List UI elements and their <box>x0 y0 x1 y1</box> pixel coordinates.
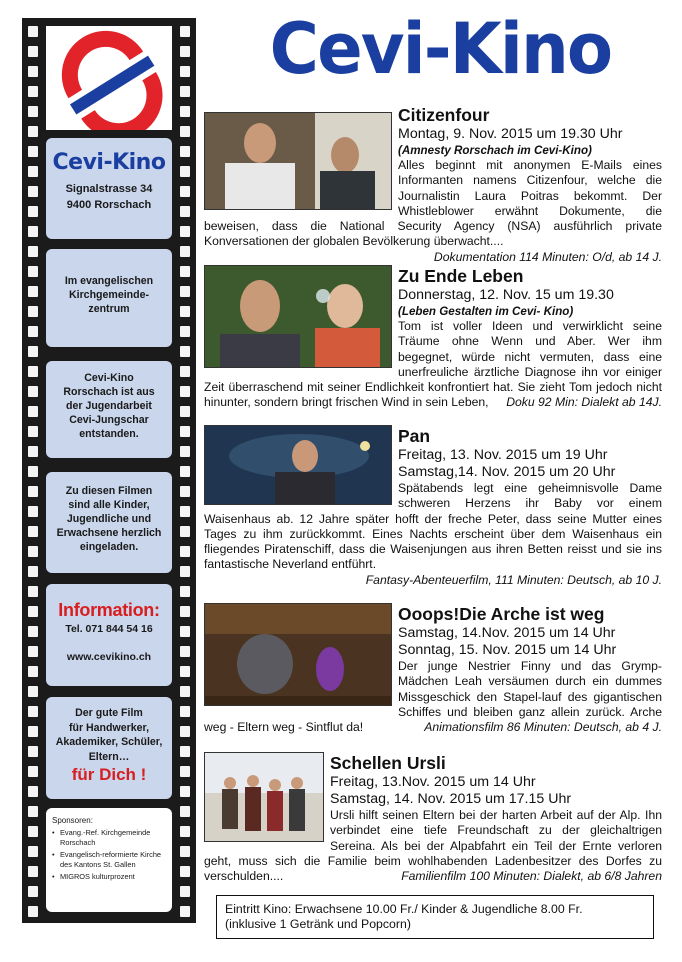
movie-info: Doku 92 Min: Dialekt ab 14J. <box>506 395 662 410</box>
sprocket-hole <box>180 26 190 37</box>
info-frame <box>46 584 172 686</box>
sprocket-holes-left <box>28 18 38 923</box>
sprocket-hole <box>28 186 38 197</box>
about-line: Rorschach ist aus <box>63 386 155 398</box>
slogan-emphasis: für Dich ! <box>71 765 147 784</box>
sprocket-hole <box>180 46 190 57</box>
sprocket-hole <box>180 426 190 437</box>
movie-entry-citizenfour <box>204 104 662 265</box>
ticket-price-box <box>216 895 654 939</box>
sprocket-hole <box>180 566 190 577</box>
invite-frame <box>46 472 172 573</box>
sprocket-hole <box>28 886 38 897</box>
sprocket-hole <box>28 206 38 217</box>
about-line: Cevi-Kino <box>84 372 134 384</box>
movie-info: Familienfilm 100 Minuten: Dialekt, ab 6/8 Jahren <box>401 869 662 884</box>
slogan-line: für Handwerker, <box>68 721 150 734</box>
ticket-note-line: (inklusive 1 Getränk und Popcorn) <box>225 917 411 931</box>
movie-poster-image <box>204 752 324 842</box>
movie-description-text: Der junge Nestrier Finny und das Grymp-Mädchen Leah versäumen durch ein dummes Missgeschick den Stapel-lauf des gigantischen Schiffes und bleiben ganz allein zurück. Arche weg - Eltern weg - Sintflut da! <box>204 659 662 735</box>
sprocket-hole <box>28 66 38 77</box>
sprocket-hole <box>180 726 190 737</box>
about-line: der Jugendarbeit <box>66 400 152 412</box>
movie-date: Donnerstag, 12. Nov. 15 um 19.30 <box>398 287 614 303</box>
slogan-line: Der gute Film <box>75 707 143 719</box>
poster-illustration <box>205 266 392 368</box>
movie-entry-pan <box>204 425 662 588</box>
sponsors-frame <box>46 808 172 912</box>
poster-illustration <box>205 113 392 210</box>
sprocket-hole <box>28 526 38 537</box>
sprocket-hole <box>180 446 190 457</box>
sprocket-hole <box>180 606 190 617</box>
sprocket-hole <box>180 366 190 377</box>
sprocket-hole <box>180 466 190 477</box>
sprocket-hole <box>180 266 190 277</box>
sprocket-hole <box>28 46 38 57</box>
about-line: entstanden. <box>79 428 139 440</box>
sprocket-hole <box>180 866 190 877</box>
sprocket-hole <box>28 466 38 477</box>
movie-title: Pan <box>398 426 431 446</box>
about-line: Cevi-Jungschar <box>69 414 149 426</box>
sponsors-list <box>46 828 172 882</box>
sprocket-hole <box>180 86 190 97</box>
movie-info: Animationsfilm 86 Minuten: Deutsch, ab 4 J. <box>424 720 662 735</box>
invite-line: eingeladen. <box>79 541 139 553</box>
sprocket-hole <box>180 526 190 537</box>
sprocket-hole <box>28 626 38 637</box>
sprocket-hole <box>28 446 38 457</box>
sprocket-hole <box>28 326 38 337</box>
sprocket-hole <box>180 586 190 597</box>
sprocket-hole <box>180 826 190 837</box>
movie-date: Samstag, 14.Nov. 2015 um 14 Uhr <box>398 625 616 641</box>
sprocket-hole <box>28 106 38 117</box>
sprocket-hole <box>180 846 190 857</box>
sprocket-hole <box>28 126 38 137</box>
sprocket-hole <box>28 386 38 397</box>
movie-title: Citizenfour <box>398 105 490 125</box>
invite-line: Jugendliche und <box>66 513 152 525</box>
page-title: Cevi-Kino <box>269 8 612 90</box>
movie-description-text: Tom ist voller Ideen und verwirklicht seine Träume ohne Wenn und Aber. Wer ihm begegnet, würde nicht vermuten, dass eine unerfreuliche ärztliche Diagnose ihn vor einiger Zeit überraschend mit seiner Endlichkeit konfrontiert hat. Sie zieht Tom jedoch nicht hinunter, sondern bringt frischen Wind in sein Leben, <box>204 319 662 410</box>
sprocket-hole <box>180 206 190 217</box>
sprocket-hole <box>28 706 38 717</box>
sprocket-hole <box>180 346 190 357</box>
sprocket-hole <box>180 226 190 237</box>
sprocket-hole <box>180 306 190 317</box>
sprocket-hole <box>180 326 190 337</box>
sprocket-hole <box>180 626 190 637</box>
movie-description-text: Ursli hilft seinen Eltern bei der harten Arbeit auf der Alp. Ihn verbindet eine tiefe Freundschaft zu der gleichaltrigen Sereina. Als bei der Alpabfahrt ein Teil der Ernte verloren geht, muss sich die Familie beim wohlhabenden Ladenbesitzer des Dorfes zu verschulden.... <box>204 808 662 884</box>
movie-poster-image <box>204 265 392 368</box>
sprocket-hole <box>180 646 190 657</box>
info-phone: Tel. 071 844 54 16 <box>65 623 153 635</box>
address-street: Signalstrasse 34 <box>65 183 153 195</box>
sprocket-hole <box>180 706 190 717</box>
movie-info: Fantasy-Abenteuerfilm, 111 Minuten: Deutsch, ab 10 J. <box>365 572 662 587</box>
sprocket-hole <box>28 286 38 297</box>
sprocket-hole <box>28 86 38 97</box>
address-frame <box>46 138 172 239</box>
sidebar-brand: Cevi-Kino <box>52 150 166 175</box>
sprocket-hole <box>180 166 190 177</box>
sprocket-hole <box>180 686 190 697</box>
sponsors-title: Sponsoren: <box>52 816 93 825</box>
venue-line: Kirchgemeinde- <box>68 289 150 301</box>
sprocket-hole <box>180 106 190 117</box>
movie-info: Dokumentation 114 Minuten: O/d, ab 14 J. <box>433 249 662 264</box>
sprocket-hole <box>180 246 190 257</box>
sprocket-hole <box>180 766 190 777</box>
sprocket-hole <box>28 606 38 617</box>
sprocket-hole <box>28 566 38 577</box>
invite-line: Zu diesen Filmen <box>65 485 153 497</box>
movie-organizer: (Amnesty Rorschach im Cevi-Kino) <box>398 144 592 157</box>
sponsor-item: • Evangelisch-reformierte Kirche des Kantons St. Gallen <box>52 850 168 870</box>
slogan-line: Eltern… <box>88 750 130 763</box>
cevi-logo-icon <box>46 26 172 130</box>
sprocket-hole <box>28 26 38 37</box>
sprocket-hole <box>28 486 38 497</box>
sprocket-hole <box>180 486 190 497</box>
movie-date: Sonntag, 15. Nov. 2015 um 14 Uhr <box>398 642 617 658</box>
movie-title: Zu Ende Leben <box>398 266 524 286</box>
sprocket-hole <box>180 286 190 297</box>
sprocket-hole <box>180 186 190 197</box>
sprocket-hole <box>28 426 38 437</box>
sprocket-hole <box>28 586 38 597</box>
invite-line: sind alle Kinder, <box>68 499 150 511</box>
about-frame <box>46 361 172 458</box>
sprocket-hole <box>28 866 38 877</box>
movie-organizer: (Leben Gestalten im Cevi- Kino) <box>398 305 574 318</box>
movie-entry-ooops-die-arche <box>204 603 662 735</box>
sprocket-hole <box>28 686 38 697</box>
movie-date: Freitag, 13. Nov. 2015 um 19 Uhr <box>398 447 608 463</box>
sponsor-item: • MIGROS kulturprozent <box>52 872 168 882</box>
movie-title: Ooops!Die Arche ist weg <box>398 604 605 624</box>
sprocket-hole <box>28 246 38 257</box>
sprocket-hole <box>180 886 190 897</box>
info-website-link[interactable]: www.cevikino.ch <box>66 651 152 663</box>
sprocket-hole <box>28 746 38 757</box>
sprocket-hole <box>180 746 190 757</box>
sprocket-hole <box>28 666 38 677</box>
movie-entry-schellen-ursli <box>204 752 662 884</box>
sprocket-hole <box>180 146 190 157</box>
ticket-price-line: Eintritt Kino: Erwachsene 10.00 Fr./ Kinder & Jugendliche 8.00 Fr. <box>225 902 583 916</box>
movie-description-text: Alles beginnt mit anonymen E-Mails eines Informanten namens Citizenfour, welche die Journalistin Laura Poitras bekommt. Der Whistleblower erwähnt Dokumente, die beweisen, dass die National Security Agency (NSA) ausführlich private Konversationen der globalen Bevölkerung überwacht.... <box>204 158 662 249</box>
venue-frame <box>46 249 172 347</box>
sprocket-hole <box>180 906 190 917</box>
sprocket-hole <box>180 126 190 137</box>
sprocket-hole <box>28 406 38 417</box>
sprocket-hole <box>28 646 38 657</box>
movie-date: Montag, 9. Nov. 2015 um 19.30 Uhr <box>398 126 623 142</box>
logo-frame <box>46 26 172 130</box>
film-strip-sidebar <box>22 18 196 923</box>
movie-date: Samstag,14. Nov. 2015 um 20 Uhr <box>398 464 616 480</box>
poster-illustration <box>205 753 324 842</box>
sprocket-holes-right <box>180 18 190 923</box>
slogan-frame <box>46 697 172 799</box>
sprocket-hole <box>28 846 38 857</box>
venue-line: zentrum <box>88 303 130 315</box>
sprocket-hole <box>28 806 38 817</box>
sprocket-hole <box>180 806 190 817</box>
sprocket-hole <box>180 386 190 397</box>
sprocket-hole <box>28 146 38 157</box>
movie-title: Schellen Ursli <box>330 753 446 773</box>
sprocket-hole <box>180 786 190 797</box>
movie-entry-zu-ende-leben <box>204 265 662 411</box>
sprocket-hole <box>180 506 190 517</box>
address-city: 9400 Rorschach <box>66 199 152 211</box>
info-title: Information: <box>58 600 160 620</box>
sprocket-hole <box>180 66 190 77</box>
sprocket-hole <box>28 306 38 317</box>
sprocket-hole <box>28 546 38 557</box>
movie-poster-image <box>204 425 392 505</box>
venue-line: Im evangelischen <box>64 275 154 287</box>
movie-date: Freitag, 13.Nov. 2015 um 14 Uhr <box>330 774 536 790</box>
sprocket-hole <box>28 226 38 237</box>
movie-description: Spätabends legt eine geheimnisvolle Dame schweren Herzens ihr Baby vor einem Waisenhaus ab. 12 Jahre später hofft der freche Peter, dass seine Mutter eines Tages zu ihm zurückkommt. Eines Nachts erscheint über dem Waisenhaus ein fliegendes Piratenschiff, dass die Waisenjungen aus ihren Betten reisst und sie ins fantastische Neverland entführt. <box>204 481 662 572</box>
movie-poster-image <box>204 112 392 210</box>
sprocket-hole <box>28 726 38 737</box>
sprocket-hole <box>180 666 190 677</box>
sprocket-hole <box>28 786 38 797</box>
movie-poster-image <box>204 603 392 706</box>
movie-date: Samstag, 14. Nov. 2015 um 17.15 Uhr <box>330 791 572 807</box>
sponsor-item: • Evang.-Ref. Kirchgemeinde Rorschach <box>52 828 168 848</box>
sprocket-hole <box>28 366 38 377</box>
sprocket-hole <box>180 406 190 417</box>
sprocket-hole <box>28 166 38 177</box>
invite-line: Erwachsene herzlich <box>56 527 162 539</box>
sprocket-hole <box>28 346 38 357</box>
sprocket-hole <box>28 826 38 837</box>
poster-illustration <box>205 426 392 505</box>
sprocket-hole <box>28 766 38 777</box>
sprocket-hole <box>28 266 38 277</box>
sprocket-hole <box>28 506 38 517</box>
poster-illustration <box>205 604 392 706</box>
slogan-line: Akademiker, Schüler, <box>55 736 163 748</box>
sprocket-hole <box>28 906 38 917</box>
sprocket-hole <box>180 546 190 557</box>
